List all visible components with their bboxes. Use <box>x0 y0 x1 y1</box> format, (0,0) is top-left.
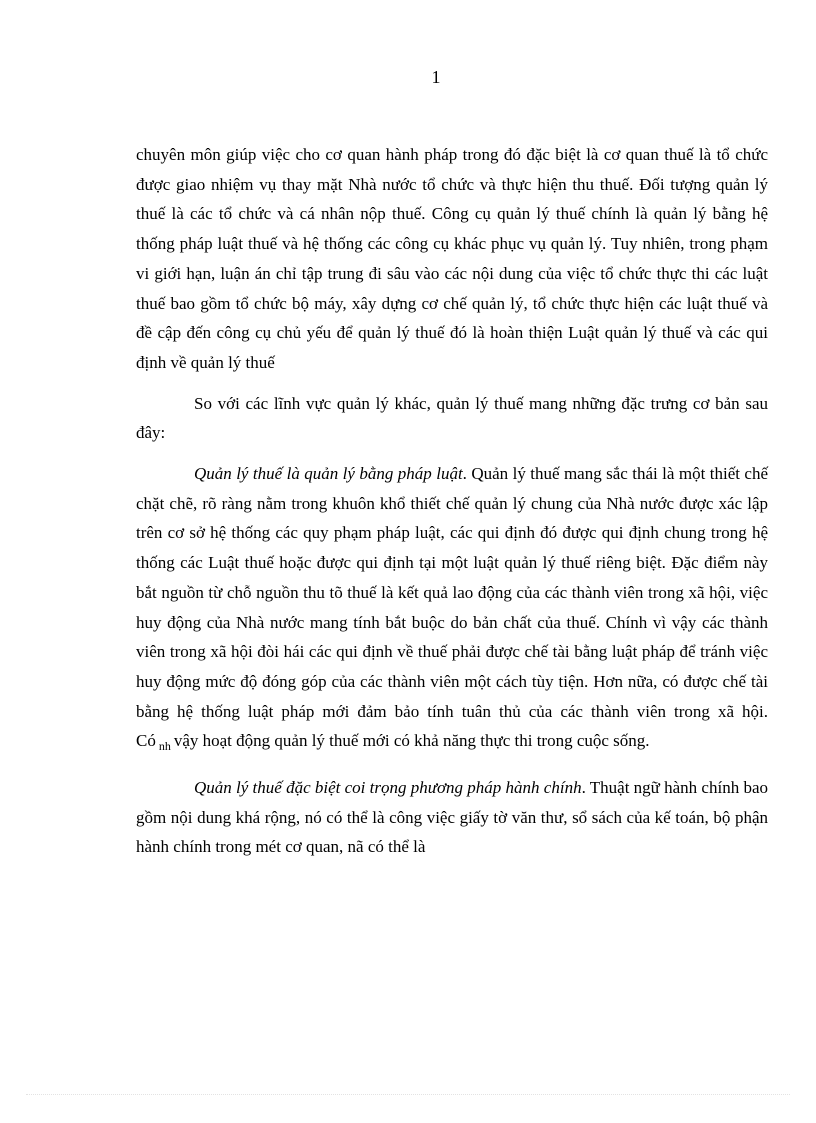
paragraph-administrative-method <box>136 773 768 862</box>
italic-lead-phrase: Quản lý thuế là quản lý bằng pháp luật <box>194 464 463 484</box>
paragraph-characteristics-intro: So với các lĩnh vực quản lý khác, quản lý thuế mang những đặc trưng cơ bản sau đây: <box>136 393 768 443</box>
italic-lead-phrase: Quản lý thuế đặc biệt coi trọng phương pháp hành chính <box>194 778 582 798</box>
paragraph-text: . Quản lý thuế mang sắc thái là một thiết chế chặt chẽ, rõ ràng nằm trong khuôn khổ thiết chế quản lý chung của Nhà nước được xác lập trên cơ sở hệ thống các quy phạm pháp luật, các qui định đó được qui định chung trong hệ thống các Luật thuế hoặc được qui định tại một luật quản lý thuế riêng biệt. Đặc điểm này bắt nguồn từ chỗ nguồn thu tõ thuế là kết quả lao động của các thành viên trong xã hội, việc huy động của Nhà nước mang tính bắt buộc do bản chất của thuế. Chính vì vậy các thành viên trong xã hội đòi hái các qui định về thuế phải được chế tài bằng luật pháp để tránh việc huy động mức độ đóng góp của các thành viên một cách tùy tiện. Hơn nữa, có được chế tài bằng hệ thống luật pháp mới đảm bảo tính tuân thủ của các thành viên trong xã hội. Có <box>136 464 768 751</box>
paragraph-text: . Thuật ngữ hành chính bao gồm nội dung khá rộng, nó có thể là công việc giấy tờ văn thư, sổ sách của kế toán, bộ phận hành chính trong mét cơ quan, nã có thể là <box>136 778 768 857</box>
inline-fragment: nh <box>158 739 171 754</box>
paragraph-text: vậy hoạt động quản lý thuế mới có khả năng thực thi trong cuộc sống. <box>173 731 650 751</box>
page-number: 1 <box>431 67 441 87</box>
body-text <box>136 140 768 873</box>
paragraph-management-by-law <box>136 459 768 762</box>
paragraph-continued-text: chuyên môn giúp việc cho cơ quan hành pháp trong đó đặc biệt là cơ quan thuế là tổ chức được giao nhiệm vụ thay mặt Nhà nước tổ chức và thực hiện thu thuế. Đối tượng quản lý thuế là các tổ chức và cá nhân nộp thuế. Công cụ quản lý thuế chính là quản lý bằng hệ thống pháp luật thuế và hệ thống các công cụ khác phục vụ quản lý. Tuy nhiên, trong phạm vi giới hạn, luận án chỉ tập trung đi sâu vào các nội dung của việc tổ chức thực thi các luật thuế bao gồm tổ chức bộ máy, xây dựng cơ chế quản lý, tổ chức thực hiện các luật thuế và đề cập đến công cụ chủ yếu để quản lý thuế đó là hoàn thiện Luật quản lý thuế và các qui định về quản lý thuế <box>136 145 768 372</box>
page-bottom-divider <box>26 1094 790 1095</box>
